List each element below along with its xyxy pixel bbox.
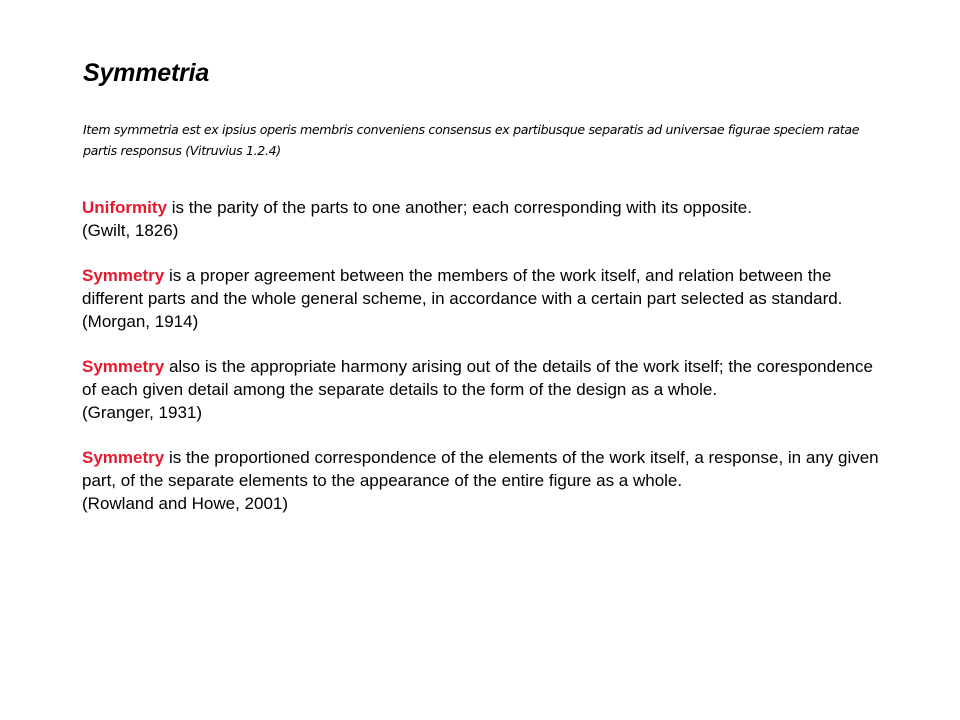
definition-uniformity-gwilt [82, 196, 882, 242]
definition-symmetry-rowland-howe [82, 446, 882, 515]
definition-term: Uniformity [82, 198, 167, 217]
definition-source: (Granger, 1931) [82, 403, 203, 422]
definition-text: is the proportioned correspondence of the elements of the work itself, a response, in any given part, of the separate elements to the appearance of the entire figure as a whole. [82, 448, 879, 490]
definitions-list [82, 196, 882, 537]
definition-text: also is the appropriate harmony arising out of the details of the work itself; the corespondence of each given detail among the separate details to the form of the design as a whole. [82, 357, 873, 399]
definition-symmetry-morgan [82, 264, 882, 333]
definition-term: Symmetry [82, 357, 165, 376]
definition-term: Symmetry [82, 266, 165, 285]
definition-source: (Rowland and Howe, 2001) [82, 494, 289, 513]
latin-quote: Item symmetria est ex ipsius operis membris conveniens consensus ex partibusque separatis ad universae figurae speciem ratae partis responsus (Vitruvius 1.2.4) [83, 122, 860, 158]
definition-term: Symmetry [82, 448, 165, 467]
definition-text: is the parity of the parts to one another; each corresponding with its opposite. [167, 198, 752, 217]
definition-source: (Gwilt, 1826) [82, 221, 179, 240]
definition-text: is a proper agreement between the members of the work itself, and relation between the different parts and the whole general scheme, in accordance with a certain part selected as standard. [82, 266, 843, 308]
definition-source: (Morgan, 1914) [82, 312, 199, 331]
slide-title: Symmetria [83, 59, 210, 87]
definition-symmetry-granger [82, 355, 882, 424]
